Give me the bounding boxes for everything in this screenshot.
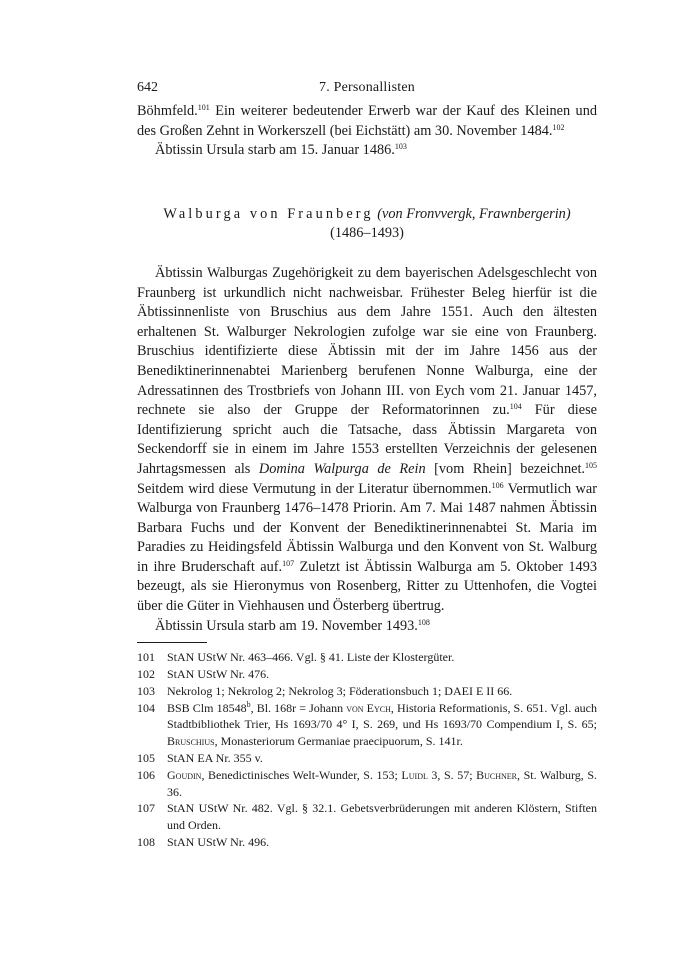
running-title: 7. Personallisten <box>319 80 415 95</box>
name-variants: (von Fronvvergk, Frawnbergerin) <box>377 205 571 222</box>
footnote-107: 107 StAN UStW Nr. 482. Vgl. § 32.1. Gebetsverbrüderungen mit anderen Klöstern, Stiften und Orden. <box>137 801 597 833</box>
footnote-102: 102 StAN UStW Nr. 476. <box>137 667 270 682</box>
footnote-divider <box>137 642 207 643</box>
footnotes <box>137 649 597 851</box>
footnote-108: 108 StAN UStW Nr. 496. <box>137 835 270 850</box>
footnote-ref: 102 <box>552 122 565 132</box>
footnote-105: 105 StAN EA Nr. 355 v. <box>137 751 263 766</box>
footnote-ref: 106 <box>491 480 504 490</box>
footnote-ref: 103 <box>394 142 407 152</box>
book-page <box>137 80 597 851</box>
abbess-name: Walburga von Fraunberg <box>163 205 374 222</box>
death-note-paragraph: Äbtissin Ursula starb am 15. Januar 1486.$^{103}$ <box>155 142 407 159</box>
footnote-ref: 105 <box>585 460 597 470</box>
footnote-103: 103 Nekrolog 1; Nekrolog 2; Nekrolog 3; Föderationsbuch 1; DAEI E II 66. <box>137 683 513 698</box>
footnote-ref: 108 <box>417 617 430 627</box>
footnote-ref: 104 <box>509 402 522 412</box>
footnote-ref: 107 <box>282 558 295 568</box>
footnote-106: 106 Goudin, Benedictinisches Welt-Wunder, S. 153; Luidl 3, S. 57; Buchner, St. Walburg, S. 36. <box>137 767 597 799</box>
footnote-101: 101 StAN UStW Nr. 463–466. Vgl. § 41. Liste der Klostergüter. <box>137 650 455 665</box>
death-note-paragraph-2: Äbtissin Ursula starb am 19. November 1493.$^{108}$ <box>155 617 430 634</box>
footnote-ref: 101 <box>197 103 210 112</box>
page-number: 642 <box>137 80 158 95</box>
section-heading <box>137 205 597 244</box>
main-paragraph: Äbtissin Walburgas Zugehörigkeit zu dem bayerischen Adelsgeschlecht von Fraunberg ist urkundlich nicht nachweisbar. Frühester Beleg hierfür ist die Äbtissinnenliste von Bruschius aus dem Jahre 1551. Auch den ältesten erhaltenen St. Walburger Nekrologien zufolge war sie eine von Fraunberg. Bruschius identifizierte diese Äbtissin mit der im Jahre 1456 aus der Benediktinerinnenabtei Marienberg berufenen Nonne Walburga, eine der Adressatinnen des Trostbriefs von Johann III. von Eych vom 21. Januar 1457, rechnete sie also der Gruppe der Reformatorinnen zu.$^{104}$ Für diese Identifizierung spricht auch die Tatsache, dass Äbtissin Margareta von Seckendorff sie in einem im Jahre 1553 erstellten Verzeichnis der gelesenen Jahrtagsmessen als Domina Walpurga de Rein [vom Rhein] bezeichnet.$^{105}$ Seitdem wird diese Vermutung in der Literatur übernommen.$^{106}$ Vermutlich war Walburga von Fraunberg 1476–1478 Priorin. Am 7. Mai 1487 nahmen Äbtissin Barbara Fuchs und der Konvent der Benediktinerinnenabtei St. Maria im Paradies zu Heidingsfeld Äbtissin Walburga und den Konvent von St. Walburg in ihre Bruderschaft auf.$^{107}$ Zuletzt ist Äbtissin Walburga am 5. Oktober 1493 bezeugt, als sie Hieronymus von Rosenberg, Ritter zu Uttenhofen, die Vogtei über die Güter in Viehhausen und Österberg übertrug. <box>137 264 597 615</box>
continuation-paragraph: Böhmfeld.$^{101}$ Ein weiterer bedeutender Erwerb war der Kauf des Kleinen und des Großen Zehnt in Workerszell (bei Eichstätt) am 30. November 1484.$^{102}$ <box>137 103 597 139</box>
tenure-dates: (1486–1493) <box>330 225 404 242</box>
footnote-104: 104 BSB Clm 18548$^b$, Bl. 168r = Johann von Eych, Historia Reformationis, S. 651. Vgl. auch Stadtbibliothek Trier, Hs 1693/70 4° I, S. 269, und Hs 1693/70 Compendium I, S. 65; Bruschius, Monasteriorum Germaniae praecipuorum, S. 141r. <box>137 699 597 749</box>
page-header <box>137 80 597 102</box>
